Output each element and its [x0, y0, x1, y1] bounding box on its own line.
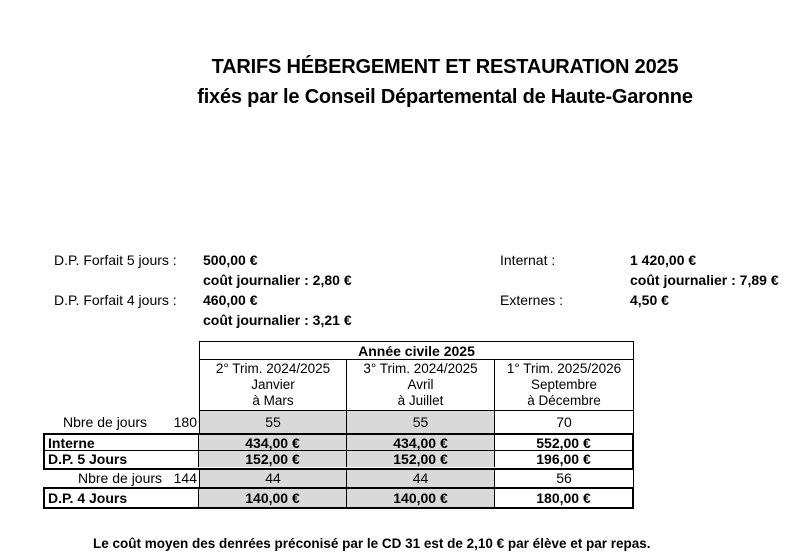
trimester-month-from: Janvier [251, 377, 295, 392]
row-label: D.P. 5 Jours [45, 451, 199, 467]
table-cell: 434,00 € [347, 435, 495, 450]
table-cell: 56 [556, 470, 572, 486]
title-line-1: TARIFS HÉBERGEMENT ET RESTAURATION 2025 [211, 56, 679, 78]
table-cell: 152,00 € [199, 451, 347, 467]
table-row-dp5 [45, 451, 632, 467]
page-title [78, 52, 812, 112]
days-row-144-values [199, 470, 634, 487]
days-row-180-values [199, 411, 634, 433]
table-cell: 140,00 € [347, 489, 495, 507]
dp-forfait-5-label: D.P. Forfait 5 jours : [54, 252, 177, 268]
trimester-month-to: à Décembre [527, 393, 601, 408]
row-label: Interne [45, 435, 199, 450]
trimester-month-to: à Mars [252, 393, 294, 408]
table-cell: 196,00 € [536, 451, 591, 467]
trimester-month-from: Septembre [530, 377, 598, 392]
table-row-interne [45, 435, 632, 451]
dp-forfait-5-daily: coût journalier : 2,80 € [203, 272, 352, 288]
table-cell: 180,00 € [536, 490, 591, 506]
trimester-month-to: à Juillet [397, 393, 444, 408]
trimester-header-q2 [200, 360, 347, 410]
year-header-cell: Année civile 2025 [200, 342, 633, 360]
table-cell: 552,00 € [536, 435, 591, 451]
table-row-dp4 [45, 489, 632, 507]
days-row-144-label [43, 470, 199, 487]
trimester-title: 2° Trim. 2024/2025 [215, 361, 331, 376]
days-total: 180 [173, 414, 197, 430]
days-row-180-label [43, 411, 199, 433]
days-total: 144 [173, 470, 197, 486]
days-label-text: Nbre de jours [78, 470, 163, 486]
interne-dp5-box [43, 433, 634, 470]
table-cell: 44 [200, 470, 347, 487]
internat-value: 1 420,00 € [630, 252, 697, 268]
title-line-2: fixés par le Conseil Départemental de Haute-Garonne [197, 86, 693, 108]
row-label: D.P. 4 Jours [45, 489, 199, 507]
tariff-table-header [199, 341, 634, 411]
table-cell: 44 [347, 470, 495, 487]
table-cell: 55 [347, 411, 495, 433]
externes-label: Externes : [500, 292, 564, 308]
table-cell: 152,00 € [347, 451, 495, 467]
trimester-header-q3 [347, 360, 495, 410]
dp-forfait-4-value: 460,00 € [203, 292, 258, 308]
externes-value: 4,50 € [630, 292, 669, 308]
trimester-header-row [200, 360, 633, 410]
dp-forfait-4-daily: coût journalier : 3,21 € [203, 312, 352, 328]
dp4-box [43, 487, 634, 509]
footer-note: Le coût moyen des denrées préconisé par le CD 31 est de 2,10 € par élève et par repas. [93, 536, 651, 551]
trimester-title: 1° Trim. 2025/2026 [506, 361, 622, 376]
dp-forfait-5-value: 500,00 € [203, 252, 258, 268]
table-cell: 434,00 € [199, 435, 347, 450]
table-cell: 55 [200, 411, 347, 433]
trimester-title: 3° Trim. 2024/2025 [363, 361, 478, 376]
table-cell: 140,00 € [199, 489, 347, 507]
trimester-month-from: Avril [407, 377, 434, 392]
table-cell: 70 [556, 414, 572, 430]
dp-forfait-4-label: D.P. Forfait 4 jours : [54, 292, 177, 308]
days-label-text: Nbre de jours [63, 414, 148, 430]
internat-label: Internat : [500, 252, 556, 268]
trimester-header-q1 [495, 360, 633, 410]
internat-daily: coût journalier : 7,89 € [630, 272, 779, 288]
